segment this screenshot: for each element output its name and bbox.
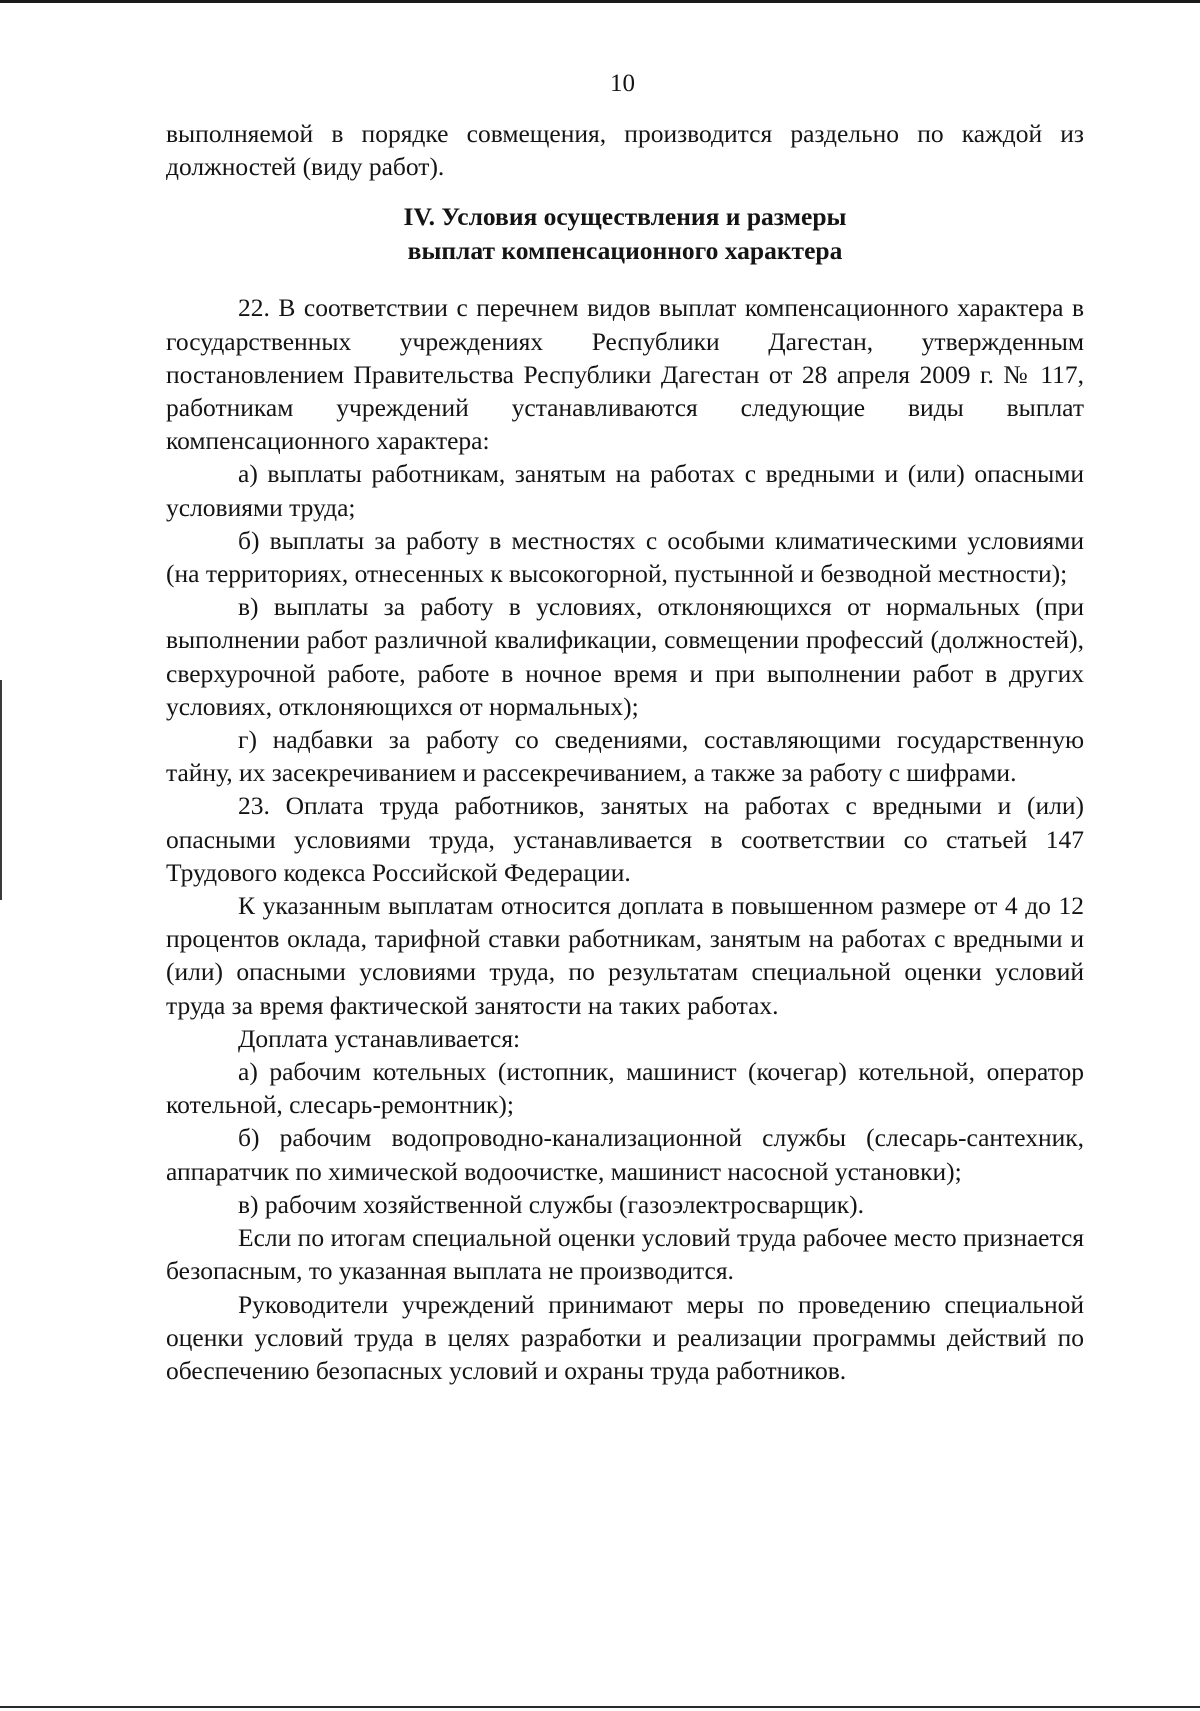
section-heading-line-2: выплат компенсационного характера: [407, 236, 843, 266]
surcharge-item-a: а) рабочим котельных (истопник, машинист (кочегар) котельной, оператор котельной, слесарь-ремонтник);: [166, 1057, 1084, 1120]
scan-border-bottom: [0, 1706, 1200, 1708]
paragraph-surcharge-applies: Доплата устанавливается:: [238, 1023, 521, 1053]
list-item-a: а) выплаты работникам, занятым на работах с вредными и (или) опасными условиями труда;: [166, 459, 1084, 522]
paragraph-22: 22. В соответствии с перечнем видов выплат компенсационного характера в государственных учреждениях Республики Дагестан, утвержденным постановлением Правительства Республики Дагестан от 28 апреля 2009 г. № 117, работникам учреждений устанавливаются следующие виды выплат компенсационного характера:: [166, 293, 1084, 456]
section-heading-line-1: IV. Условия осуществления и размеры: [403, 202, 847, 232]
page-number: 10: [610, 70, 635, 97]
surcharge-item-v: в) рабочим хозяйственной службы (газоэлектросварщик).: [238, 1189, 865, 1219]
list-item-g: г) надбавки за работу со сведениями, составляющими государственную тайну, их засекречиванием и рассекречиванием, а также за работу с шифрами.: [166, 725, 1084, 788]
paragraph-23: 23. Оплата труда работников, занятых на работах с вредными и (или) опасными условиями труда, устанавливается в соответствии со статьей 147 Трудового кодекса Российской Федерации.: [166, 791, 1084, 887]
intro-paragraph: выполняемой в порядке совмещения, производится раздельно по каждой из должностей (виду работ).: [166, 119, 1084, 182]
scan-border-left: [0, 680, 2, 900]
surcharge-item-b: б) рабочим водопроводно-канализационной службы (слесарь-сантехник, аппаратчик по химической водоочистке, машинист насосной установки);: [166, 1123, 1084, 1186]
scan-border-top: [0, 0, 1200, 3]
paragraph-safe-workplace: Если по итогам специальной оценки условий труда рабочее место признается безопасным, то указанная выплата не производится.: [166, 1223, 1084, 1286]
paragraph-surcharge: К указанным выплатам относится доплата в повышенном размере от 4 до 12 процентов оклада, тарифной ставки работникам, занятым на работах с вредными и (или) опасными условиями труда, по результатам специальной оценки условий труда за время фактической занятости на таких работах.: [166, 891, 1084, 1020]
section-heading: [166, 200, 1084, 268]
paragraph-managers: Руководители учреждений принимают меры по проведению специальной оценки условий труда в целях разработки и реализации программы действий по обеспечению безопасных условий и охраны труда работников.: [166, 1289, 1084, 1385]
document-body: [166, 117, 1084, 1387]
list-item-b: б) выплаты за работу в местностях с особыми климатическими условиями (на территориях, отнесенных к высокогорной, пустынной и безводной местности);: [166, 525, 1084, 589]
list-item-v: в) выплаты за работу в условиях, отклоняющихся от нормальных (при выполнении работ различной квалификации, совмещении профессий (должностей), сверхурочной работе, работе в ночное время и при выполнении работ в других условиях, отклоняющихся от нормальных);: [166, 592, 1084, 721]
